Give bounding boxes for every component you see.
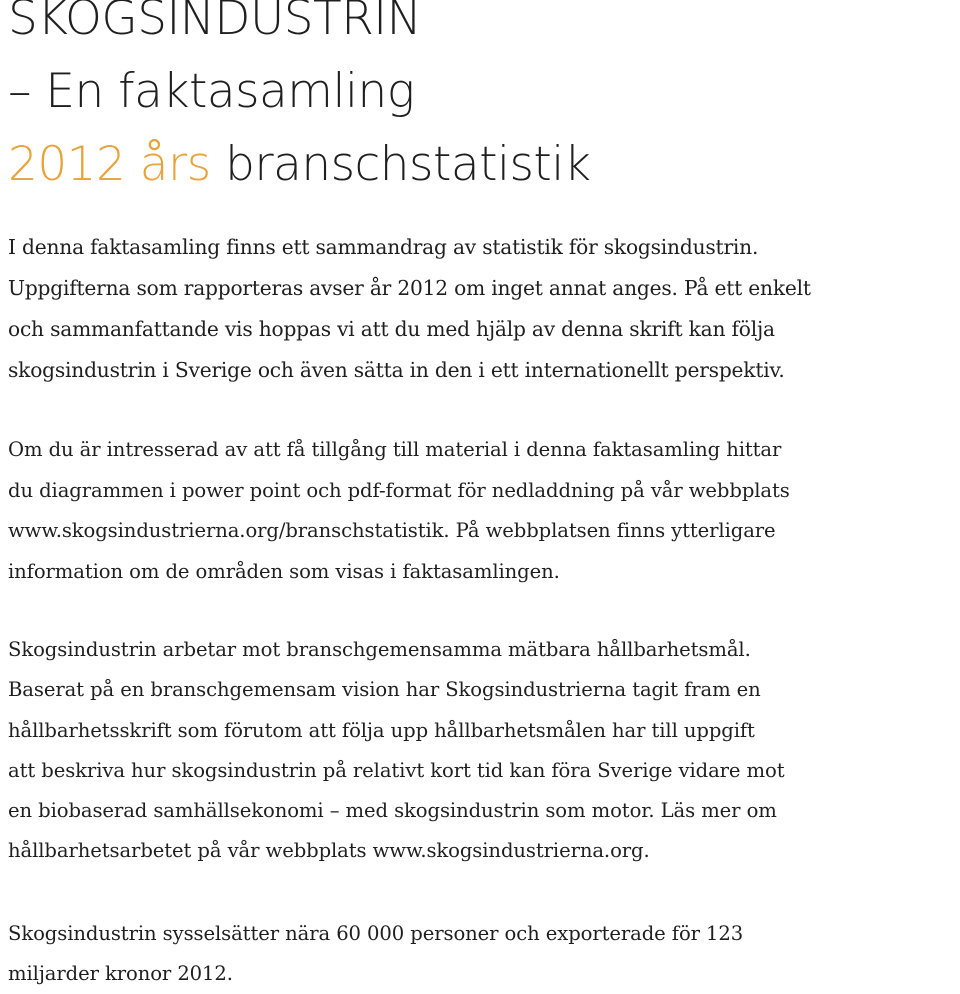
paragraph-line: att beskriva hur skogsindustrin på relativt kort tid kan föra Sverige vidare mot bbox=[8, 758, 785, 782]
sustainability-paragraph bbox=[8, 630, 785, 872]
employment-paragraph bbox=[8, 914, 743, 994]
paragraph-line: Skogsindustrin arbetar mot branschgemensamma mätbara hållbarhetsmål. bbox=[8, 638, 751, 661]
intro-paragraph bbox=[8, 227, 811, 391]
paragraph-line: hållbarhetsarbetet på vår webbplats www.skogsindustrierna.org. bbox=[8, 839, 650, 863]
paragraph-line: Uppgifterna som rapporteras avser år 2012 om inget annat anges. På ett enkelt bbox=[8, 276, 811, 300]
document-page bbox=[8, 0, 958, 985]
paragraph-line: Om du är intresserad av att få tillgång till material i denna faktasamling hittar bbox=[8, 438, 782, 461]
paragraph-line: www.skogsindustrierna.org/branschstatistik. På webbplatsen finns ytterligare bbox=[8, 519, 776, 542]
paragraph-line: I denna faktasamling finns ett sammandrag av statistik för skogsindustrin. bbox=[8, 235, 759, 259]
page-title bbox=[8, 0, 958, 201]
paragraph-line: miljarder kronor 2012. bbox=[8, 962, 233, 985]
paragraph-line: en biobaserad samhällsekonomi – med skogsindustrin som motor. Läs mer om bbox=[8, 799, 777, 823]
paragraph-line: hållbarhetsskrift som förutom att följa upp hållbarhetsmålen har till uppgift bbox=[8, 718, 755, 742]
paragraph-line: Baserat på en branschgemensam vision har Skogsindustrierna tagit fram en bbox=[8, 678, 761, 702]
download-paragraph bbox=[8, 430, 790, 592]
paragraph-line: du diagrammen i power point och pdf-format för nedladdning på vår webbplats bbox=[8, 478, 790, 502]
title-line-1: SKOGSINDUSTRIN bbox=[8, 0, 422, 46]
title-subject: branschstatistik bbox=[210, 137, 591, 192]
title-year-accent: 2012 års bbox=[8, 137, 211, 192]
paragraph-line: skogsindustrin i Sverige och även sätta in den i ett internationellt perspektiv. bbox=[8, 358, 785, 382]
paragraph-line: och sammanfattande vis hoppas vi att du med hjälp av denna skrift kan följa bbox=[8, 317, 775, 341]
title-line-2: – En faktasamling bbox=[8, 64, 415, 119]
paragraph-line: information om de områden som visas i faktasamlingen. bbox=[8, 559, 560, 583]
paragraph-line: Skogsindustrin sysselsätter nära 60 000 personer och exporterade för 123 bbox=[8, 922, 744, 945]
title-line-3 bbox=[8, 128, 958, 201]
